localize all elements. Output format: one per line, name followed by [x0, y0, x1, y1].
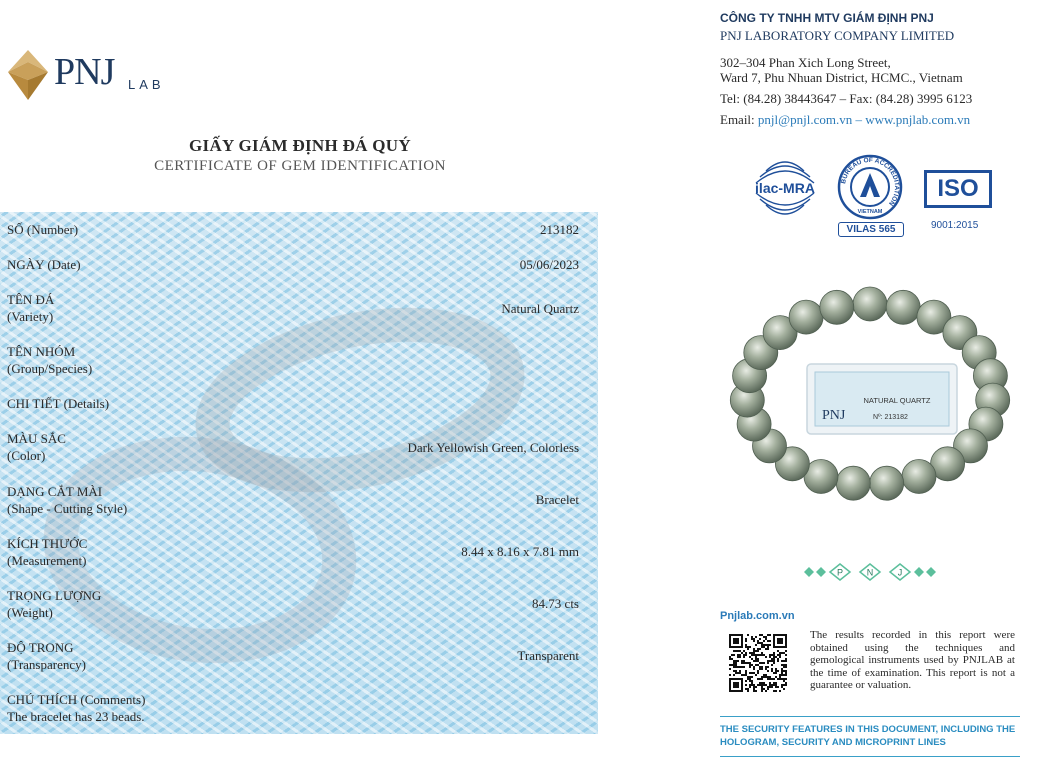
- field-date-value: 05/06/2023: [519, 257, 579, 272]
- company-name-en: PNJ LABORATORY COMPANY LIMITED: [720, 28, 955, 43]
- divider-letter-n: N: [866, 567, 874, 578]
- bead: [789, 300, 823, 334]
- iso-standard-text: 9001:2015: [931, 220, 979, 231]
- disclaimer-text: The results recorded in this report were obtained using the techniques and gemological instruments used by PNJLAB at the time of examination. This report is not a guarantee or valuation.: [810, 629, 1015, 691]
- field-measurement-label-vi: KÍCH THƯỚC: [7, 536, 88, 551]
- field-number-label: SỐ (Number): [7, 222, 79, 237]
- iso-logo: ISO: [924, 170, 992, 208]
- field-shape-value: Bracelet: [535, 492, 579, 507]
- field-color-label-en: (Color): [7, 448, 46, 463]
- logo-suffix-text: LAB: [128, 77, 165, 92]
- field-comments-label: CHÚ THÍCH (Comments): [7, 692, 146, 707]
- product-tag: [807, 364, 957, 434]
- field-date-label: NGÀY (Date): [7, 257, 81, 272]
- certificate-title-vi: GIẤY GIÁM ĐỊNH ĐÁ QUÝ: [189, 136, 411, 155]
- bureau-of-accreditation-logo-icon: [836, 153, 904, 221]
- email-link[interactable]: pnjl@pnjl.com.vn: [757, 112, 853, 127]
- security-top-rule: [720, 716, 1020, 717]
- company-tel-fax: Tel: (84.28) 38443647 – Fax: (84.28) 3995 6123: [720, 91, 973, 106]
- field-color-value: Dark Yellowish Green, Colorless: [407, 440, 579, 455]
- divider-letter-j: J: [897, 567, 903, 578]
- field-measurement-label-en: (Measurement): [7, 553, 87, 568]
- bracelet-photo: [725, 282, 1015, 512]
- bead: [902, 460, 936, 494]
- bead: [870, 466, 904, 500]
- field-weight-label-en: (Weight): [7, 605, 53, 620]
- tag-brand: PNJ: [822, 408, 846, 423]
- field-shape-label-en: (Shape - Cutting Style): [7, 501, 128, 516]
- field-variety-label-en: (Variety): [7, 309, 54, 324]
- bead: [820, 290, 854, 324]
- field-comments-value: The bracelet has 23 beads.: [7, 709, 145, 724]
- email-label: Email:: [720, 112, 758, 127]
- field-weight-value: 84.73 cts: [532, 596, 579, 611]
- field-details-label: CHI TIẾT (Details): [7, 396, 110, 411]
- field-group-label-en: (Group/Species): [7, 361, 93, 376]
- pnj-divider-ornament-icon: [800, 562, 940, 582]
- field-color-label-vi: MÀU SẮC: [7, 431, 66, 446]
- company-email-row: [720, 112, 970, 128]
- bead: [836, 466, 870, 500]
- company-name-vi: CÔNG TY TNHH MTV GIÁM ĐỊNH PNJ: [720, 11, 934, 25]
- field-transparency-label-vi: ĐỘ TRONG: [7, 640, 74, 655]
- field-variety-value: Natural Quartz: [501, 301, 579, 316]
- qr-code-icon[interactable]: [729, 634, 787, 692]
- bead: [886, 290, 920, 324]
- ilac-mra-logo-icon: [750, 153, 820, 223]
- field-shape-label-vi: DẠNG CẮT MÀI: [7, 484, 103, 499]
- security-bottom-rule: [720, 756, 1020, 757]
- email-separator: –: [852, 112, 866, 127]
- boa-country-text: VIETNAM: [857, 209, 883, 215]
- tag-number: Nº: 213182: [873, 414, 908, 421]
- ilac-text: ilac-MRA: [755, 180, 815, 196]
- certificate-title-en: CERTIFICATE OF GEM IDENTIFICATION: [154, 158, 446, 174]
- company-address-line2: Ward 7, Phu Nhuan District, HCMC., Vietnam: [720, 70, 963, 85]
- pnj-lab-logo: [4, 44, 204, 104]
- website-link[interactable]: www.pnjlab.com.vn: [865, 112, 971, 127]
- company-address-line1: 302–304 Phan Xich Long Street,: [720, 55, 891, 70]
- field-weight-label-vi: TRỌNG LƯỢNG: [7, 588, 102, 603]
- bead: [853, 287, 887, 321]
- security-features-note: THE SECURITY FEATURES IN THIS DOCUMENT, INCLUDING THE HOLOGRAM, SECURITY AND MICROPRINT LINES: [720, 724, 1016, 748]
- boa-ring-text: BUREAU OF ACCREDITATION: [840, 156, 901, 207]
- field-variety-label-vi: TÊN ĐÁ: [7, 292, 55, 307]
- field-measurement-value: 8.44 x 8.16 x 7.81 mm: [461, 544, 579, 559]
- vilas-badge: VILAS 565: [838, 222, 904, 237]
- logo-brand-text: PNJ: [54, 51, 115, 93]
- field-transparency-value: Transparent: [517, 648, 579, 663]
- field-transparency-label-en: (Transparency): [7, 657, 86, 672]
- divider-letter-p: P: [836, 567, 844, 578]
- field-number-value: 213182: [540, 222, 579, 237]
- tag-title: NATURAL QUARTZ: [863, 396, 931, 405]
- field-group-label-vi: TÊN NHÓM: [7, 344, 76, 359]
- footer-site-link[interactable]: Pnjlab.com.vn: [720, 610, 795, 622]
- pnj-lotus-icon: [4, 48, 52, 102]
